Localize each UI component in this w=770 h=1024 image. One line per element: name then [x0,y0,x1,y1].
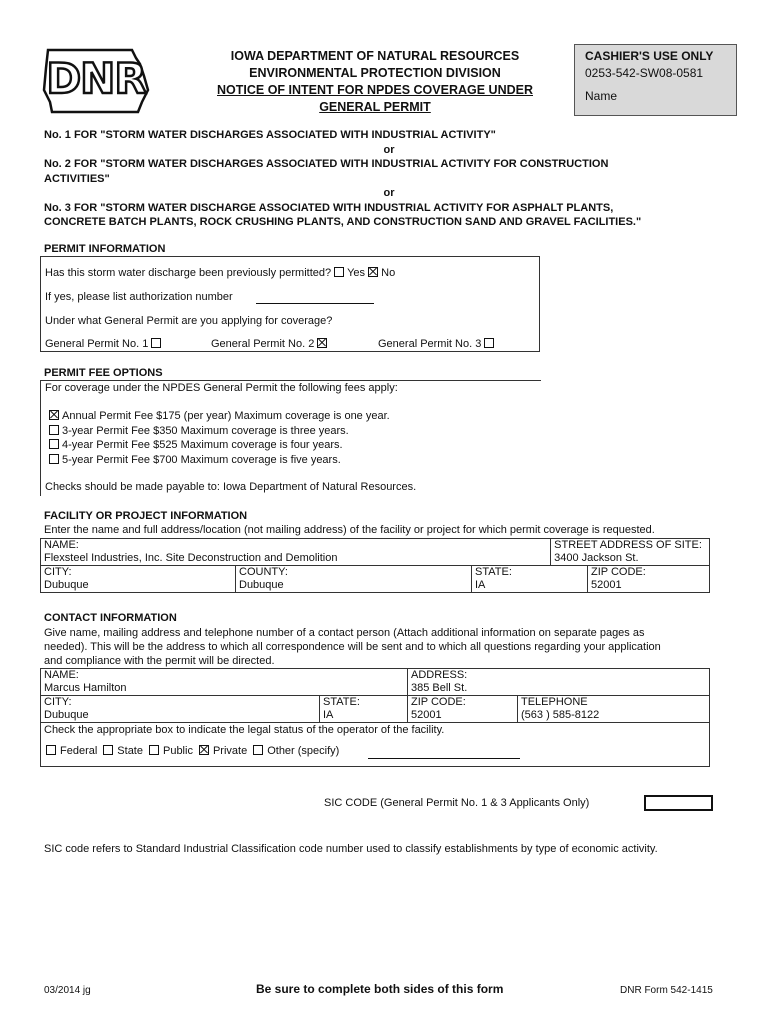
contact-zip-label: ZIP CODE: [411,696,466,708]
authorization-number-field[interactable] [256,291,374,304]
header-line1: IOWA DEPARTMENT OF NATURAL RESOURCES [230,49,520,63]
intro-no3b: CONCRETE BATCH PLANTS, ROCK CRUSHING PLANTS, AND CONSTRUCTION SAND AND GRAVEL FACILITIES." [44,216,642,228]
contact-zip-cell[interactable] [408,696,518,723]
facility-street-cell[interactable] [551,539,710,566]
facility-name-label: NAME: [44,539,79,551]
intro-no2b: ACTIVITIES" [44,172,110,185]
contact-name-cell[interactable] [41,669,408,696]
contact-name-value: Marcus Hamilton [44,682,127,694]
facility-county-value: Dubuque [239,579,284,591]
gp1-checkbox[interactable] [151,338,161,348]
permit-info-box [40,256,540,352]
intro-no1: No. 1 FOR "STORM WATER DISCHARGES ASSOCIATED WITH INDUSTRIAL ACTIVITY" [44,129,496,141]
facility-city-value: Dubuque [44,579,89,591]
contact-state-label: STATE: [323,696,360,708]
cashier-name-label: Name [585,89,618,103]
intro-or2: or [383,187,395,199]
sic-code-field[interactable] [644,795,713,811]
fee-option-checkbox[interactable] [49,410,59,420]
contact-intro-3: and compliance with the permit will be directed. [44,655,275,667]
legal-status-label: Private [212,745,248,757]
facility-intro: Enter the name and full address/location (not mailing address) of the facility or project for which permit coverage is requested. [44,524,655,536]
fee-option-label: 5-year Permit Fee $700 Maximum coverage is five years. [62,453,341,466]
intro-no3a: No. 3 FOR "STORM WATER DISCHARGE ASSOCIATED WITH INDUSTRIAL ACTIVITY FOR ASPHALT PLANTS, [44,201,614,214]
gp3-option [378,338,494,350]
contact-intro-1: Give name, mailing address and telephone number of a contact person (Attach additional information on separate pages as [44,627,645,639]
fee-option-row [49,409,390,424]
intro-no2a: No. 2 FOR "STORM WATER DISCHARGES ASSOCIATED WITH INDUSTRIAL ACTIVITY FOR CONSTRUCTION [44,158,609,170]
facility-title: FACILITY OR PROJECT INFORMATION [44,510,248,522]
fee-intro: For coverage under the NPDES General Permit the following fees apply: [45,382,398,394]
legal-status-checkbox[interactable] [149,745,159,755]
contact-address-cell[interactable] [408,669,710,696]
no-checkbox[interactable] [368,267,378,277]
legal-status-checkbox[interactable] [253,745,263,755]
previously-permitted-question: Has this storm water discharge been previously permitted? [45,267,332,279]
legal-status-checkbox[interactable] [103,745,113,755]
facility-zip-label: ZIP CODE: [591,566,646,578]
no-label: No [381,267,396,279]
gp1-option [45,338,161,350]
previously-permitted-row [45,267,395,279]
contact-intro-2: needed). This will be the address to which all correspondence will be sent and to which all questions regarding your application [44,641,661,653]
fee-option-label: 3-year Permit Fee $350 Maximum coverage is three years. [62,424,349,437]
contact-title: CONTACT INFORMATION [44,612,177,624]
legal-status-cell [41,723,710,767]
contact-city-cell[interactable] [41,696,320,723]
form-header [180,48,570,116]
fee-option-label: Annual Permit Fee $175 (per year) Maximum coverage is one year. [62,410,390,422]
facility-county-state-cell [236,566,588,593]
logo-text: DNR [46,54,146,103]
contact-state-value: IA [323,709,334,721]
fee-option-checkbox[interactable] [49,439,59,449]
contact-state-cell[interactable] [320,696,408,723]
facility-state-label: STATE: [475,566,512,578]
authorization-row [45,291,374,304]
intro-or1: or [383,143,395,156]
fee-title: PERMIT FEE OPTIONS [44,367,163,379]
sic-label: SIC CODE (General Permit No. 1 & 3 Applicants Only) [324,797,590,809]
legal-status-label: Federal [60,745,98,757]
yes-checkbox[interactable] [334,267,344,277]
fee-option-row [49,424,390,439]
legal-status-label: Other (specify) [267,745,340,757]
yes-label: Yes [347,267,366,279]
fee-option-checkbox[interactable] [49,454,59,464]
contact-name-label: NAME: [44,669,79,681]
dnr-logo [40,46,152,118]
header-line3: NOTICE OF INTENT FOR NPDES COVERAGE UNDER [217,83,533,97]
facility-name-cell[interactable] [41,539,551,566]
other-specify-field[interactable] [368,745,520,759]
gp1-label: General Permit No. 1 [45,338,149,350]
facility-city-cell[interactable] [41,566,236,593]
cashier-box [574,44,737,116]
footer-form-number: DNR Form 542-1415 [620,985,713,996]
legal-status-label: State [117,745,143,757]
intro-block [44,128,734,230]
contact-address-value: 385 Bell St. [411,682,468,694]
contact-phone-cell[interactable] [518,696,710,723]
cashier-code: 0253-542-SW08-0581 [585,66,704,80]
facility-name-value: Flexsteel Industries, Inc. Site Deconstruction and Demolition [44,552,338,564]
facility-county-cell[interactable] [236,566,472,592]
fee-option-label: 4-year Permit Fee $525 Maximum coverage is four years. [62,439,343,451]
fee-options-list [49,409,390,467]
gp2-checkbox[interactable] [317,338,327,348]
contact-table [40,668,710,767]
gp2-option [211,338,327,350]
checks-payable: Checks should be made payable to: Iowa Department of Natural Resources. [45,481,417,493]
header-line2: ENVIRONMENTAL PROTECTION DIVISION [249,66,501,80]
legal-status-checkbox[interactable] [46,745,56,755]
fee-box [40,380,541,496]
legal-status-checkbox[interactable] [199,745,209,755]
permit-info-title: PERMIT INFORMATION [44,243,166,255]
gp2-label: General Permit No. 2 [211,338,315,350]
facility-state-value: IA [475,579,486,591]
contact-zip-value: 52001 [411,709,442,721]
contact-intro [44,626,661,668]
facility-table [40,538,710,593]
footer-reminder: Be sure to complete both sides of this form [256,982,504,996]
facility-street-label: STREET ADDRESS OF SITE: [554,539,702,551]
fee-option-row [49,438,390,453]
facility-zip-value: 52001 [591,579,622,591]
footer-date: 03/2014 jg [44,985,91,996]
contact-phone-value: (563 ) 585-8122 [521,709,600,721]
sic-note: SIC code refers to Standard Industrial Classification code number used to classify establishments by type of economic activity. [44,843,658,855]
legal-status-label: Public [162,745,193,757]
general-permit-question: Under what General Permit are you applying for coverage? [45,315,333,327]
legal-status-options [44,745,706,759]
fee-option-checkbox[interactable] [49,425,59,435]
facility-state-cell[interactable] [472,566,588,592]
header-line4: GENERAL PERMIT [319,100,431,114]
contact-phone-label: TELEPHONE [521,696,588,708]
fee-option-row [49,453,390,468]
facility-zip-cell[interactable] [588,566,710,593]
facility-street-value: 3400 Jackson St. [554,552,639,564]
cashier-title: CASHIER'S USE ONLY [585,49,714,63]
contact-city-label: CITY: [44,696,72,708]
legal-status-question: Check the appropriate box to indicate the legal status of the operator of the facility. [44,724,445,736]
gp3-checkbox[interactable] [484,338,494,348]
contact-address-label: ADDRESS: [411,669,468,681]
facility-county-label: COUNTY: [239,566,288,578]
facility-city-label: CITY: [44,566,72,578]
gp3-label: General Permit No. 3 [378,338,482,350]
authorization-label: If yes, please list authorization number [45,291,233,303]
contact-city-value: Dubuque [44,709,89,721]
